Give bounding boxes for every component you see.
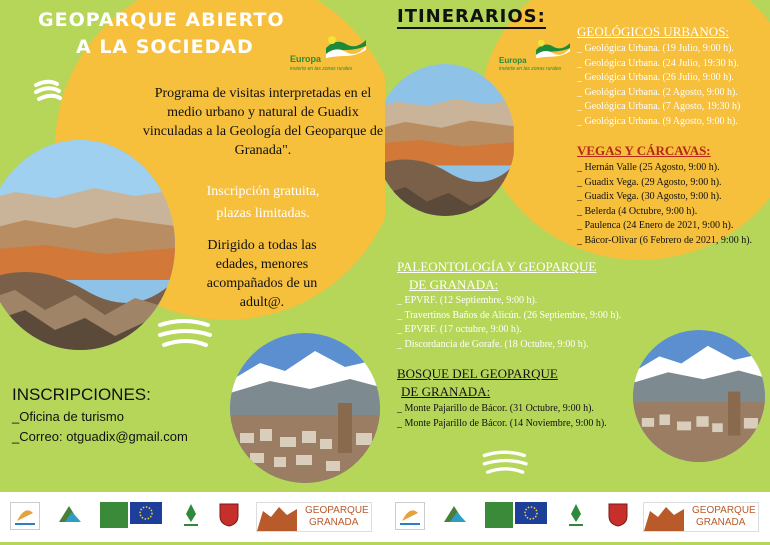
paleo-list — [397, 294, 621, 352]
junta-andalucia-logo — [561, 500, 591, 530]
left-title-line2: A LA SOCIEDAD — [76, 36, 254, 58]
vegas-heading: VEGAS Y CÁRCAVAS: — [577, 143, 711, 158]
list-item: _ EPVRF. (17 octubre, 9:00 h). — [397, 324, 522, 335]
azuvia-leaf-icon — [11, 503, 39, 529]
paleo-heading-line1: PALEONTOLOGÍA Y GEOPARQUE — [397, 259, 597, 274]
list-item: _ Geológica Urbana. (9 Agosto, 9:00 h). — [577, 115, 738, 127]
program-description: Programa de visitas interpretadas en el medio urbano y natural de Guadix vinculadas a la Geología del Geoparque de Granada". — [142, 86, 384, 158]
crest-icon — [218, 502, 240, 528]
audience-text: Dirigido a todas las edades, menores acompañados de un adult@. — [206, 238, 318, 310]
list-item: _ Monte Pajarillo de Bácor. (31 Octubre, 9:00 h). — [397, 403, 594, 414]
list-item: _ Belerda (4 Octubre, 9:00 h). — [577, 205, 698, 217]
leader-logo — [485, 502, 513, 528]
itinerarios-title: ITINERARIOS: — [397, 6, 546, 27]
andalucia-flag-icon — [533, 38, 573, 60]
geologicos-heading: GEOLÓGICOS URBANOS: — [577, 24, 730, 39]
geoparque-rock-icon — [257, 503, 297, 531]
list-item: _ Travertinos Baños de Alicún. (26 Septiembre, 9:00 h). — [397, 309, 622, 321]
mountain-icon — [440, 500, 470, 530]
list-item: _ Geológica Urbana. (24 Julio, 19:30 h). — [577, 57, 739, 69]
guadix-crest-logo — [218, 502, 240, 528]
azuvia-logo — [10, 502, 40, 530]
badlands-photo — [385, 64, 515, 216]
inscripciones-item-office: _Oficina de turismo — [12, 409, 124, 424]
list-item: _ Paulenca (24 Enero de 2021, 9:00 h). — [577, 220, 734, 231]
list-item: _ Geológica Urbana. (7 Agosto, 19:30 h) — [577, 101, 741, 112]
bosque-heading-line2: DE GRANADA: — [401, 384, 491, 399]
eu-stars-icon — [130, 502, 162, 524]
list-item: _ Hernán Valle (25 Agosto, 9:00 h). — [577, 162, 720, 173]
inscripciones-heading: INSCRIPCIONES: — [12, 385, 151, 404]
comarca-logo — [55, 500, 85, 530]
geoparque-granada-logo — [643, 502, 759, 532]
crest-icon — [607, 502, 629, 528]
inscripciones-item-email[interactable]: _Correo: otguadix@gmail.com — [12, 429, 188, 444]
white-squiggle-icon — [156, 317, 216, 351]
geoparque-granada-logo — [256, 502, 372, 532]
europa-label: Europa — [499, 56, 527, 65]
azuvia-leaf-icon — [396, 503, 424, 529]
list-item: _ Discordancia de Gorafe. (18 Octubre, 9:00 h). — [397, 338, 589, 350]
europa-logo — [497, 38, 577, 74]
white-squiggle-icon — [481, 448, 531, 478]
list-item: _ EPVRF. (12 Septiembre, 9:00 h). — [397, 295, 538, 306]
europa-tagline: invierte en las zonas rurales — [499, 66, 562, 72]
europa-logo — [290, 34, 370, 78]
geologicos-list — [577, 42, 740, 129]
list-item: _ Guadix Vega. (29 Agosto, 9:00 h). — [577, 176, 722, 188]
geoparque-logo-line1: GEOPARQUE — [692, 505, 756, 516]
eu-flag-logo — [130, 502, 162, 524]
bosque-heading-line1: BOSQUE DEL GEOPARQUE — [397, 366, 558, 381]
inscripcion-line2: plazas limitadas. — [216, 206, 310, 221]
inscripcion-line1: Inscripción gratuita, — [206, 184, 320, 199]
list-item: _ Geológica Urbana. (26 Julio, 9:00 h). — [577, 72, 734, 83]
andalucia-flag-icon — [324, 34, 368, 60]
geoparque-logo-line1: GEOPARQUE — [305, 505, 369, 516]
comarca-logo — [440, 500, 470, 530]
guadix-crest-logo — [607, 502, 629, 528]
sponsor-logo-bar — [385, 492, 770, 542]
azuvia-logo — [395, 502, 425, 530]
junta-andalucia-logo — [176, 500, 206, 530]
geoparque-rock-icon — [644, 503, 684, 531]
paleo-heading-line2: DE GRANADA: — [409, 277, 499, 292]
sponsor-logo-bar — [0, 492, 385, 542]
list-item: _ Guadix Vega. (30 Agosto, 9:00 h). — [577, 191, 722, 202]
guadix-town-photo — [633, 330, 765, 462]
europa-label: Europa — [290, 54, 322, 64]
list-item: _ Bácor-Olivar (6 Febrero de 2021, 9:00 h). — [577, 234, 753, 246]
guadix-town-photo — [230, 333, 380, 483]
vegas-list — [577, 161, 752, 248]
eu-flag-logo — [515, 502, 547, 524]
leader-logo — [100, 502, 128, 528]
list-item: _ Geológica Urbana. (2 Agosto, 9:00 h). — [577, 86, 738, 98]
mountain-icon — [55, 500, 85, 530]
bosque-list — [397, 402, 607, 431]
left-title-line1: GEOPARQUE ABIERTO — [38, 9, 285, 31]
junta-emblem-icon — [176, 500, 206, 530]
eu-stars-icon — [515, 502, 547, 524]
junta-emblem-icon — [561, 500, 591, 530]
europa-tagline: invierte en las zonas rurales — [290, 66, 353, 72]
list-item: _ Geológica Urbana. (19 Julio, 9:00 h). — [577, 43, 734, 54]
white-squiggle-icon — [33, 79, 63, 103]
geoparque-logo-line2: GRANADA — [309, 517, 359, 528]
geoparque-logo-line2: GRANADA — [696, 517, 746, 528]
list-item: _ Monte Pajarillo de Bácor. (14 Noviembre, 9:00 h). — [397, 417, 607, 429]
right-itinerary-panel — [385, 0, 770, 545]
